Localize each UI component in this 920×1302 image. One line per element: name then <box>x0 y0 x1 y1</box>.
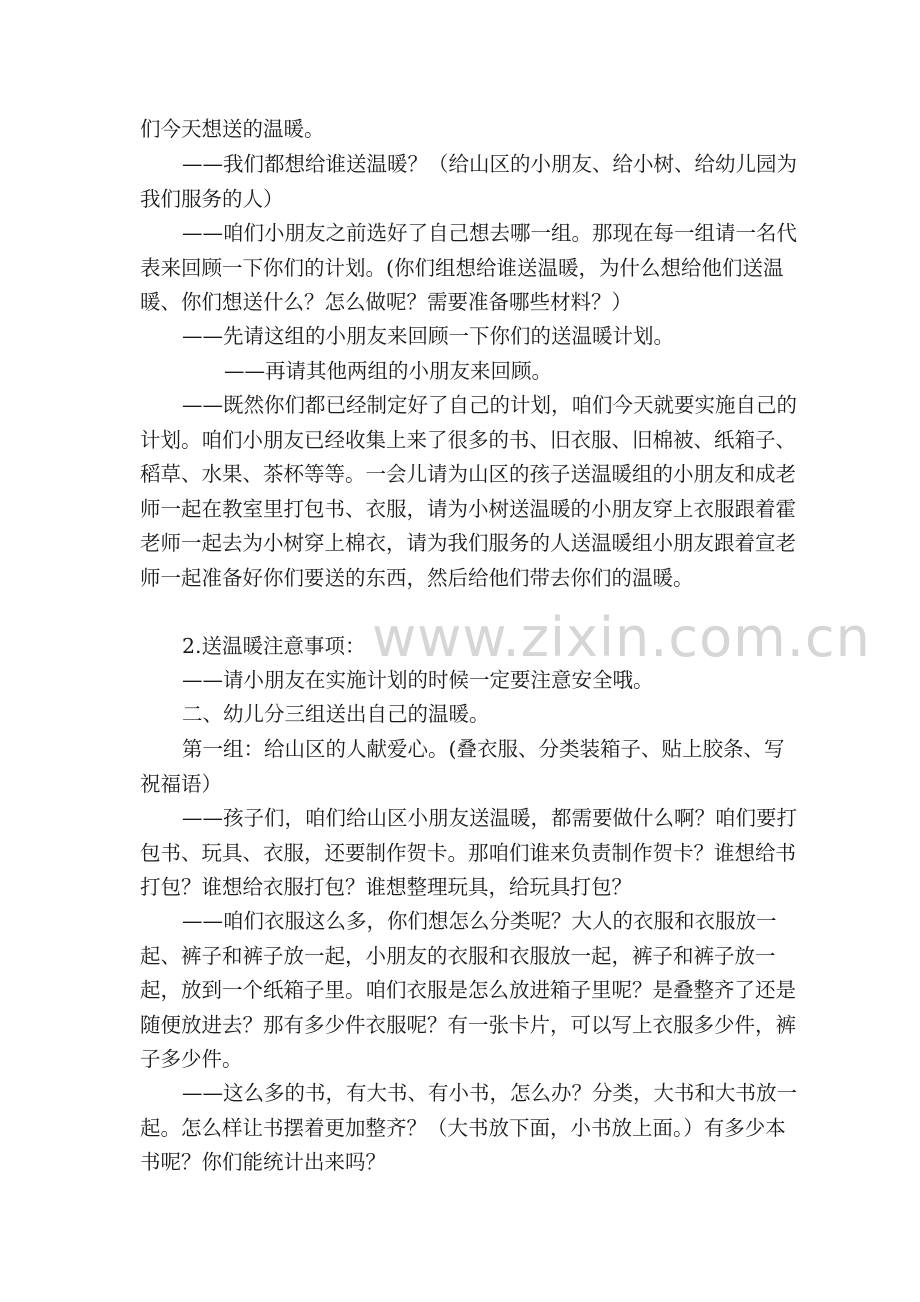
paragraph: ——既然你们都已经制定好了自己的计划，咱们今天就要实施自己的计划。咱们小朋友已经收集上来了很多的书、旧衣服、旧棉被、纸箱子、稻草、水果、茶杯等等。一会儿请为山区的孩子送温暖组的小朋友和成老师一起在教室里打包书、衣服，请为小树送温暖的小朋友穿上衣服跟着霍老师一起去为小树穿上棉衣，请为我们服务的人送温暖组小朋友跟着宣老师一起准备好你们要送的东西，然后给他们带去你们的温暖。 <box>140 393 797 590</box>
paragraph: 第一组：给山区的人献爱心。(叠衣服、分类装箱子、贴上胶条、写祝福语） <box>140 737 785 796</box>
paragraph: ——孩子们，咱们给山区小朋友送温暖，都需要做什么啊？咱们要打包书、玩具、衣服，还要制作贺卡。那咱们谁来负责制作贺卡？谁想给书打包？谁想给衣服打包？谁想整理玩具，给玩具打包？ <box>140 806 797 899</box>
paragraph: ——我们都想给谁送温暖？（给山区的小朋友、给小树、给幼儿园为我们服务的人） <box>140 152 797 211</box>
paragraph: 们今天想送的温暖。 <box>140 117 325 141</box>
section-heading: 二、幼儿分三组送出自己的温暖。 <box>182 702 490 726</box>
paragraph: ——请小朋友在实施计划的时候一定要注意安全哦。 <box>182 668 654 692</box>
paragraph: ——咱们衣服这么多，你们想怎么分类呢？大人的衣服和衣服放一起、裤子和裤子放一起，小朋友的衣服和衣服放一起，裤子和裤子放一起，放到一个纸箱子里。咱们衣服是怎么放进箱子里呢？是叠整齐了还是随便放进去？那有多少件衣服呢？有一张卡片，可以写上衣服多少件，裤子多少件。 <box>140 909 796 1071</box>
paragraph: ——先请这组的小朋友来回顾一下你们的送温暖计划。 <box>182 324 674 348</box>
paragraph: ——再请其他两组的小朋友来回顾。 <box>224 359 552 383</box>
section-heading: 2.送温暖注意事项： <box>182 634 366 658</box>
paragraph: ——这么多的书，有大书、有小书，怎么办？分类，大书和大书放一起。怎么样让书摆着更加整齐？（大书放下面，小书放上面。）有多少本书呢？你们能统计出来吗？ <box>140 1081 797 1174</box>
watermark: www.zixin.com.cn <box>372 606 871 669</box>
paragraph: ——咱们小朋友之前选好了自己想去哪一组。那现在每一组请一名代表来回顾一下你们的计划。(你们组想给谁送温暖，为什么想给他们送温暖、你们想送什么？怎么做呢？需要准备哪些材料？） <box>140 221 797 314</box>
